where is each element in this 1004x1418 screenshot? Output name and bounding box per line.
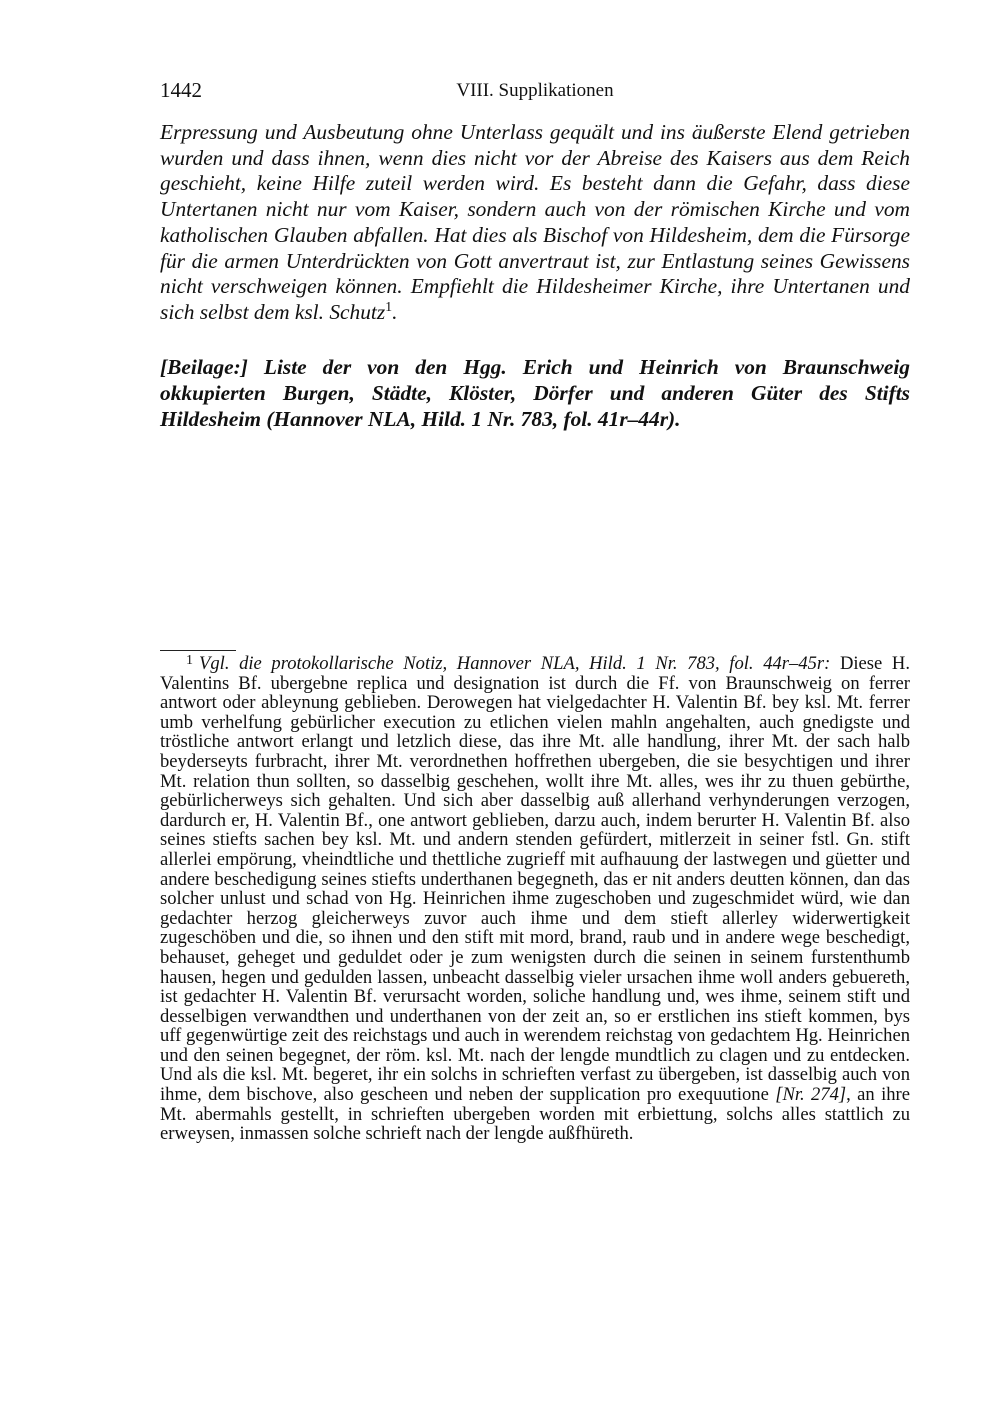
footnote-1 <box>160 654 910 1144</box>
footnote-separator <box>160 650 236 651</box>
footnote-number: 1 <box>186 653 193 668</box>
running-head <box>160 78 910 108</box>
summary-text: Erpressung und Ausbeutung ohne Unterlass gequält und ins äußerste Elend getrieben wurden und dass ihnen, wenn dies nicht vor der Abreise des Kaisers aus dem Reich geschieht, keine Hilfe zuteil werden wird. Es besteht dann die Gefahr, dass diese Untertanen nicht nur vom Kaiser, sondern auch von der römischen Kirche und vom katholischen Glauben abfallen. Hat dies als Bischof von Hildesheim, dem die Fürsorge für die armen Unterdrückten von Gott anvertraut ist, zur Entlastung seines Gewissens nicht verschweigen können. Empfiehlt die Hildesheimer Kirche, ihre Untertanen und sich selbst dem ksl. Schutz <box>160 120 910 324</box>
footnote-reference[interactable]: 1 <box>385 299 393 315</box>
footnote-source-citation: Vgl. die protokollarische Notiz, Hannover NLA, Hild. 1 Nr. 783, fol. 44r–45r: <box>199 653 831 674</box>
document-page <box>160 0 910 1418</box>
page-number: 1442 <box>160 78 202 102</box>
section-title: VIII. Supplikationen <box>456 80 614 101</box>
document-cross-reference[interactable]: [Nr. 274] <box>775 1084 847 1106</box>
document-summary <box>160 120 910 326</box>
footnote-quote-text-end: , an ihre Mt. abermahls gestellt, in schrieften ubergeben worden mit erbiettung, solchs alles stattlich zu erweysen, inmassen solche schrieft nach der lengde außfhüreth. <box>160 1084 910 1145</box>
beilage-heading: [Beilage:] Liste der von den Hgg. Erich und Heinrich von Braunschweig okkupierten Burgen, Städte, Klöster, Dörfer und anderen Güter des Stifts Hildesheim (Hannover NLA, Hild. 1 Nr. 783, fol. 41r–44r). <box>160 355 910 431</box>
footnote-quote-text: Diese H. Valentins Bf. ubergebne replica und designation ist durch die Ff. von Braunschweig on ferrer antwort oder ableynung geblieben. Derowegen hat vielgedachter H. Valentin Bf. bey ksl. Mt. ferrer umb verhelfung gebürlicher execution zu etlichen vielen mahln angehalten, auch gnedigste und tröstliche antwort erlangt und letzlich diese, das ihre Mt. alle handlung, ihrer Mt. der sach halb beyderseyts furbracht, ihrer Mt. verordnethen hoffrethen ubergeben, die sie besychtigen und ihrer Mt. relation thun sollten, so dasselbig geschehen, wollt ihre Mt. alles, wes ihr zu thuen gebürthe, gebürlicherweys sich gehalten. Und sich aber dasselbig auß allerhand verhynderungen verzogen, dardurch er, H. Valentin Bf., one antwort geblieben, darzu auch, indem berurter H. Valentin Bf. also seines stiefts sachen bey ksl. Mt. und andern stenden gefürdert, mitlerzeit in seiner fstl. Gn. stift allerlei empörung, vheindtliche und thettliche zugrieff mit aufhauung der lastwegen und güetter und andere beschedigung seines stiefts underthanen begegneth, das er nit anders deutten können, dan das solcher unlust und schad von Hg. Heinrichen ihme zugeschoben und zugeschmidet würd, wie dan gedachter herzog gleicherweys zuvor auch ihme und dem stieft allerley widerwertigkeit zugeschöben und die, so ihnen und den stift mit mord, brand, raub und in andere wege beschedigt, behauset, geheget und geduldet oder je zum wenigsten durch die seinen in seinem furstenthumb hausen, hegen und gedulden lassen, unbeacht dasselbig vieler ursachen ihme woll anders gebuereth, ist gedachter H. Valentin Bf. verursacht worden, soliche handlung und, wes ihme, seinem stift und desselbigen verwandthen und underthanen von der zeit an, so er erstlichen ins stieft kommen, bys uff gegenwürtige zeit des reichstags und auch in werendem reichstag von gedachtem Hg. Heinrichen und den seinen begegnet, der röm. ksl. Mt. nach der lengde mundtlich zu clagen und zu entdecken. Und als die ksl. Mt. begeret, ihr ein solchs in schrieften verfast zu übergeben, ist dasselbig auch von ihme, dem bischove, also gescheen und neben der supplication pro exequutione <box>160 653 910 1106</box>
summary-end: . <box>392 299 398 324</box>
